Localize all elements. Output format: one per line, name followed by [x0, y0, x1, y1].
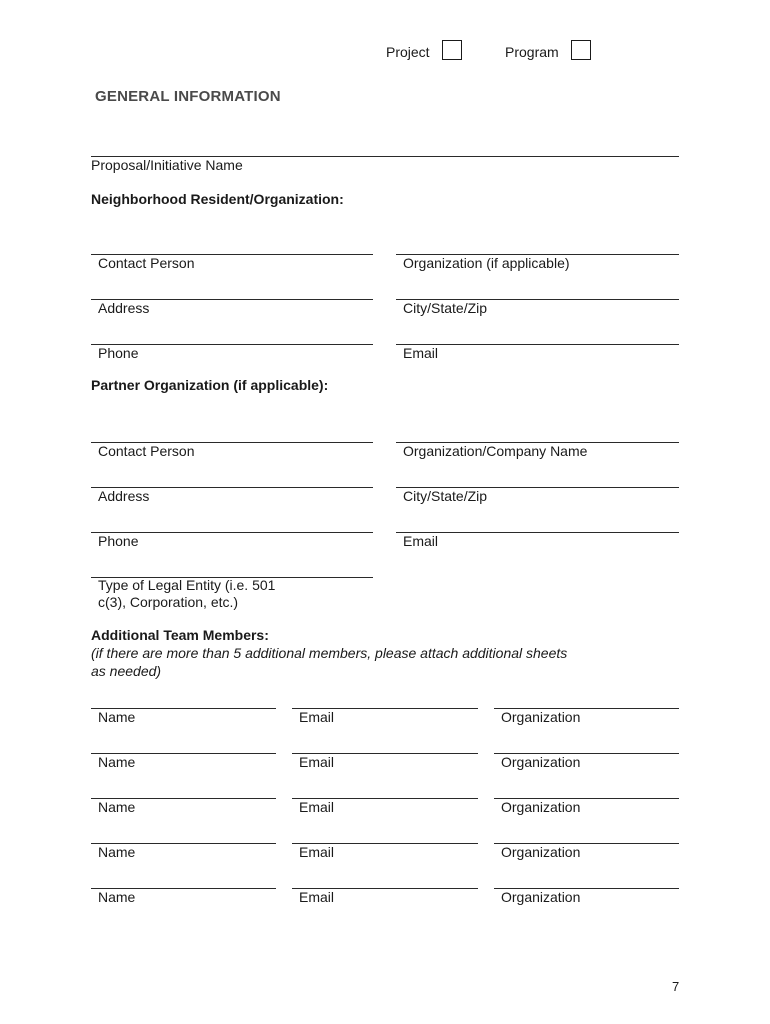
team-email-label: Email	[299, 889, 335, 905]
team-name-label: Name	[98, 754, 136, 770]
program-label: Program	[505, 44, 559, 60]
partner-section-heading: Partner Organization (if applicable):	[91, 377, 329, 393]
resident-address-label: Address	[98, 300, 150, 316]
team-organization-label: Organization	[501, 754, 581, 770]
resident-email-label: Email	[403, 345, 439, 361]
proposal-name-label: Proposal/Initiative Name	[91, 157, 243, 173]
project-checkbox[interactable]	[442, 40, 462, 60]
resident-phone-label: Phone	[98, 345, 139, 361]
partner-contact-person-label: Contact Person	[98, 443, 195, 459]
resident-organization-label: Organization (if applicable)	[403, 255, 570, 271]
resident-email-field[interactable]	[396, 344, 679, 345]
partner-address-label: Address	[98, 488, 150, 504]
team-name-label: Name	[98, 799, 136, 815]
resident-section-heading: Neighborhood Resident/Organization:	[91, 191, 344, 207]
partner-city-state-zip-label: City/State/Zip	[403, 488, 488, 504]
team-name-label: Name	[98, 844, 136, 860]
team-organization-label: Organization	[501, 889, 581, 905]
resident-contact-person-label: Contact Person	[98, 255, 195, 271]
team-note-line1: (if there are more than 5 additional members, please attach additional sheets	[91, 645, 568, 661]
project-label: Project	[386, 44, 430, 60]
team-section-heading: Additional Team Members:	[91, 627, 269, 643]
partner-email-label: Email	[403, 533, 439, 549]
partner-email-field[interactable]	[396, 532, 679, 533]
resident-city-state-zip-label: City/State/Zip	[403, 300, 488, 316]
team-email-label: Email	[299, 799, 335, 815]
team-organization-label: Organization	[501, 709, 581, 725]
team-email-label: Email	[299, 754, 335, 770]
team-name-label: Name	[98, 889, 136, 905]
team-email-label: Email	[299, 844, 335, 860]
partner-legal-entity-label-line2: c(3), Corporation, etc.)	[98, 594, 239, 610]
team-organization-label: Organization	[501, 844, 581, 860]
team-organization-label: Organization	[501, 799, 581, 815]
partner-phone-label: Phone	[98, 533, 139, 549]
program-checkbox[interactable]	[571, 40, 591, 60]
page-number: 7	[672, 979, 680, 994]
team-email-label: Email	[299, 709, 335, 725]
partner-legal-entity-label-line1: Type of Legal Entity (i.e. 501	[98, 577, 276, 593]
partner-organization-label: Organization/Company Name	[403, 443, 588, 459]
team-name-label: Name	[98, 709, 136, 725]
page-title: GENERAL INFORMATION	[95, 88, 281, 105]
team-note-line2: as needed)	[91, 663, 162, 679]
